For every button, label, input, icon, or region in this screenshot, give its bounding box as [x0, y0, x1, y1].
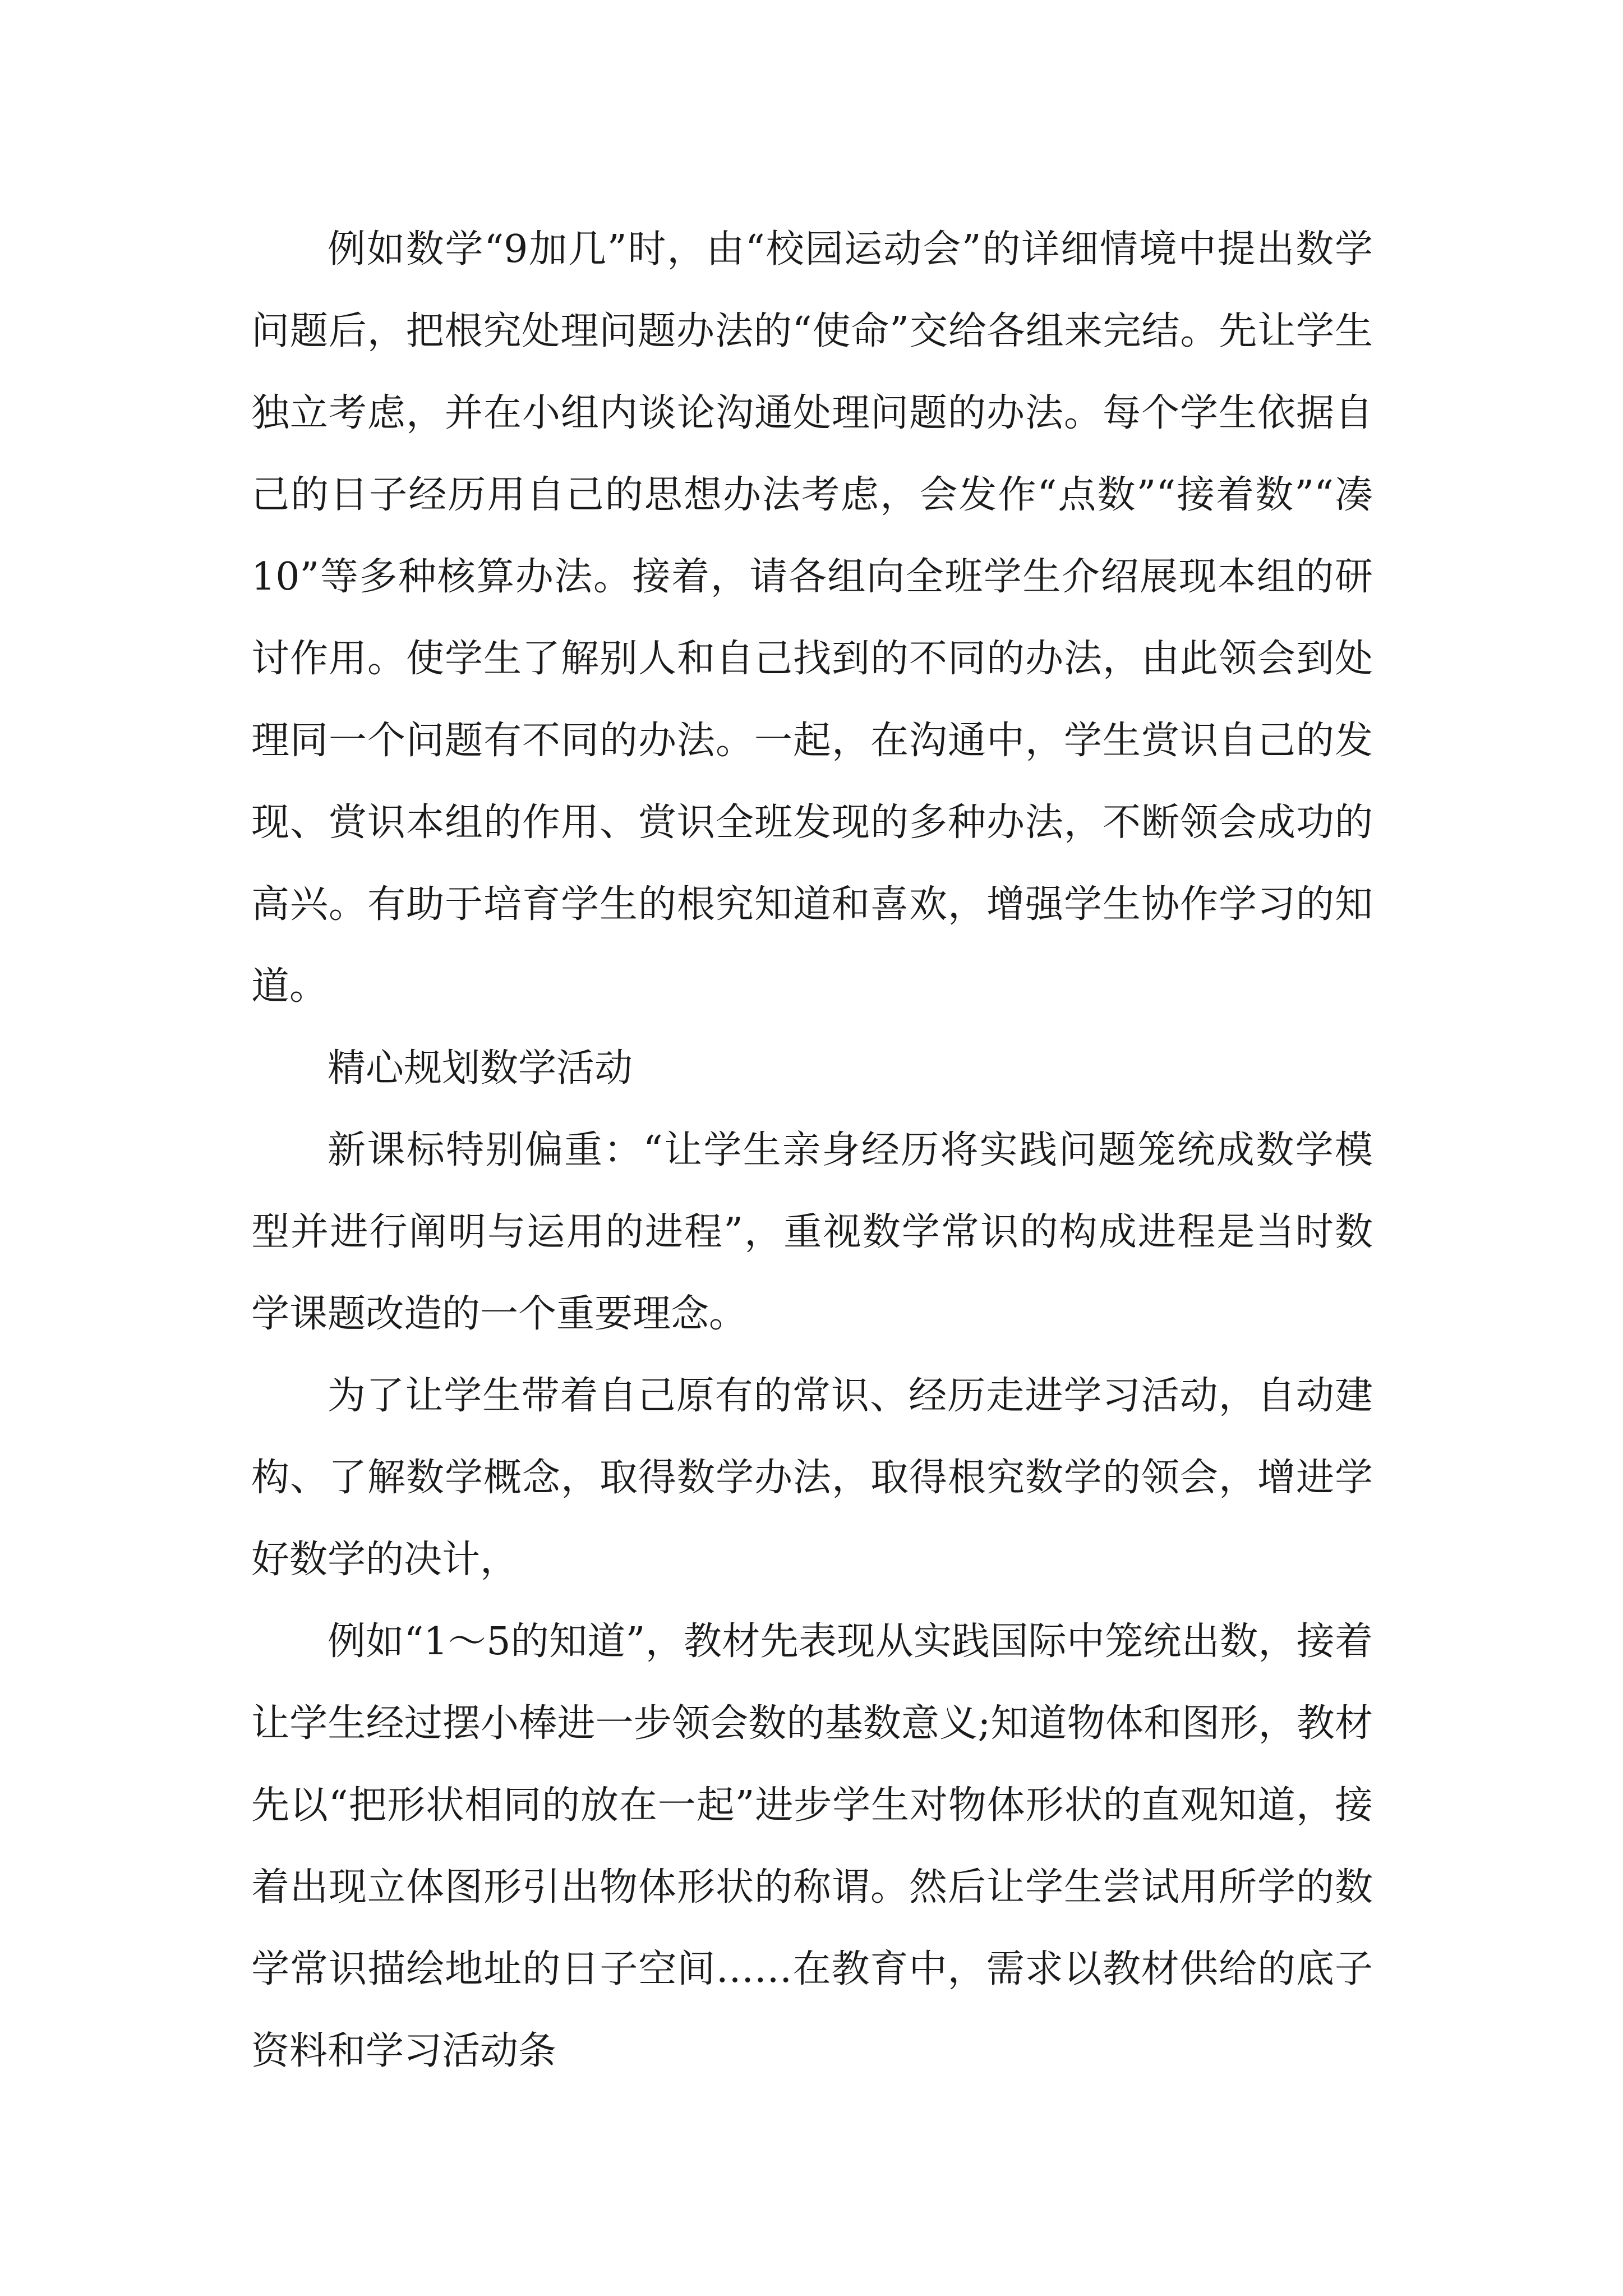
- paragraph-learning-activity: 为了让学生带着自己原有的常识、经历走进学习活动，自动建构、了解数学概念，取得数学办法，取得根究数学的领会，增进学好数学的决计，: [251, 1374, 1373, 1582]
- paragraph-curriculum-standard: 新课标特别偏重：“让学生亲身经历将实践问题笼统成数学模型并进行阐明与运用的进程”，重视数学常识的构成进程是当时数学课题改造的一个重要理念。: [251, 1128, 1373, 1336]
- paragraph-example-addition: 例如数学“9加几”时，由“校园运动会”的详细情境中提出数学问题后，把根究处理问题办法的“使命”交给各组来完结。先让学生独立考虑，并在小组内谈论沟通处理问题的办法。每个学生依据自己的日子经历用自己的思想办法考虑，会发作“点数”“接着数”“凑10”等多种核算办法。接着，请各组向全班学生介绍展现本组的研讨作用。使学生了解别人和自己找到的不同的办法，由此领会到处理同一个问题有不同的办法。一起，在沟通中，学生赏识自己的发现、赏识本组的作用、赏识全班发现的多种办法，不断领会成功的高兴。有助于培育学生的根究知道和喜欢，增强学生协作学习的知道。: [251, 227, 1373, 1009]
- paragraph-example-numbers: 例如“1～5的知道”，教材先表现从实践国际中笼统出数，接着让学生经过摆小棒进一步领会数的基数意义;知道物体和图形，教材先以“把形状相同的放在一起”进步学生对物体形状的直观知道，接着出现立体图形引出物体形状的称谓。然后让学生尝试用所学的数学常识描绘地址的日子空间……在教育中，需求以教材供给的底子资料和学习活动条: [251, 1619, 1373, 2073]
- document-body: [251, 209, 1373, 2092]
- section-heading: 精心规划数学活动: [328, 1046, 633, 1091]
